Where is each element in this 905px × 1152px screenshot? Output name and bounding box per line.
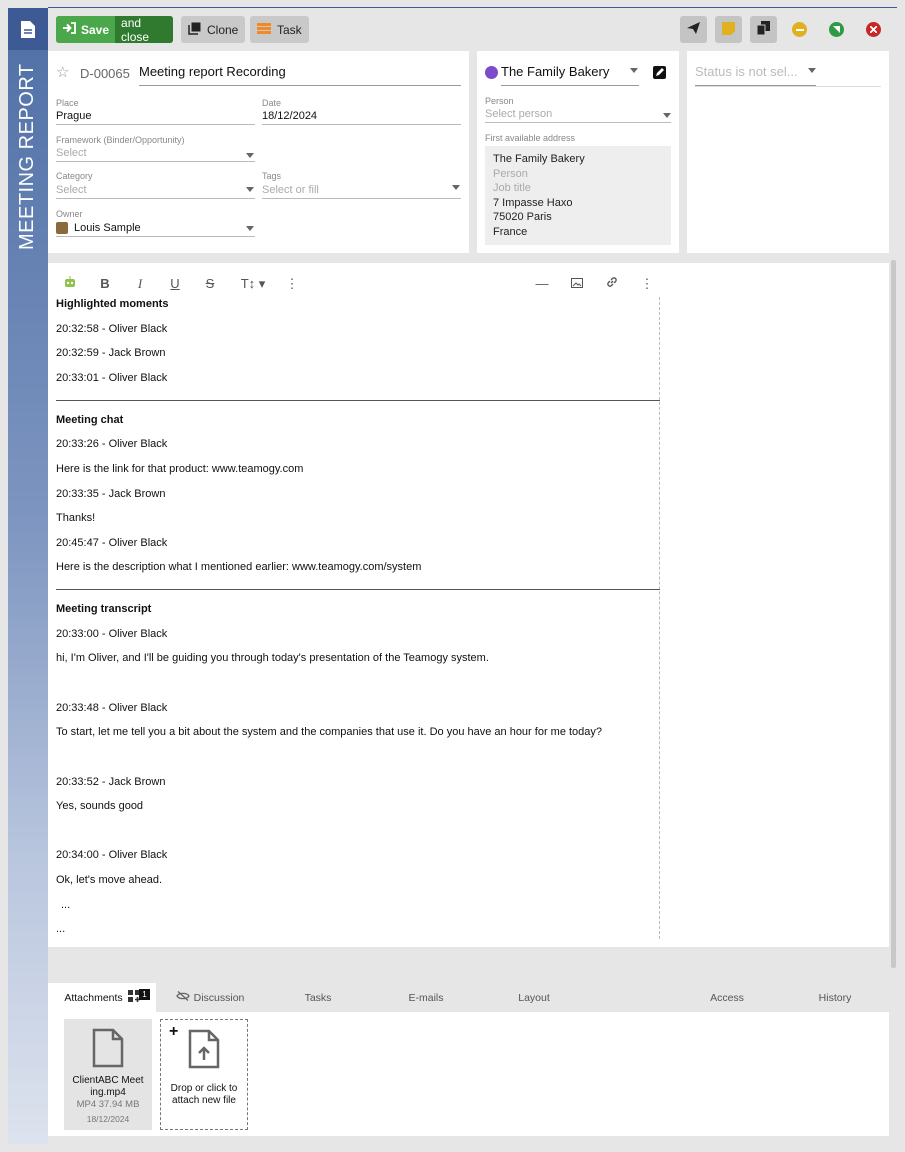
upload-file-icon bbox=[188, 1029, 220, 1069]
title-input[interactable]: Meeting report Recording bbox=[139, 64, 461, 86]
bottom-tabs bbox=[48, 983, 889, 1012]
owner-label: Owner bbox=[56, 209, 83, 219]
category-label: Category bbox=[56, 171, 93, 181]
tags-input[interactable]: Select or fill bbox=[262, 183, 461, 199]
attachments-area bbox=[48, 1012, 889, 1136]
date-label: Date bbox=[262, 98, 282, 108]
divider bbox=[56, 589, 660, 590]
rich-text-editor bbox=[48, 263, 889, 947]
toolbar bbox=[48, 8, 897, 51]
eye-slash-icon bbox=[176, 991, 190, 1004]
edit-icon[interactable] bbox=[653, 66, 666, 79]
tab-tasks-label: Tasks bbox=[304, 991, 332, 1004]
paragraph: 20:32:58 - Oliver Black bbox=[56, 323, 168, 335]
copy-button[interactable] bbox=[750, 16, 777, 43]
tab-discussion-label: Discussion bbox=[193, 991, 245, 1004]
chevron-down-icon bbox=[246, 153, 254, 158]
plus-icon: + bbox=[169, 1023, 179, 1040]
place-input[interactable]: Prague bbox=[56, 109, 255, 125]
attachment-scan-icon bbox=[128, 990, 140, 1005]
attachments-count-badge: 1 bbox=[139, 989, 150, 1000]
tab-attachments[interactable] bbox=[48, 983, 156, 1012]
address-company: The Family Bakery bbox=[493, 153, 585, 165]
address-person: Person bbox=[493, 167, 528, 180]
paragraph: 20:33:00 - Oliver Black bbox=[56, 628, 168, 640]
italic-icon[interactable]: I bbox=[137, 276, 143, 291]
file-name-line1: ClientABC Meet bbox=[72, 1075, 144, 1086]
drop-text bbox=[161, 1083, 247, 1107]
minus-circle-icon bbox=[792, 22, 807, 37]
company-badge-icon bbox=[485, 66, 498, 79]
framework-label: Framework (Binder/Opportunity) bbox=[56, 135, 185, 145]
attachment-file[interactable] bbox=[64, 1019, 152, 1130]
bold-icon[interactable]: B bbox=[100, 276, 110, 291]
image-icon[interactable] bbox=[569, 276, 585, 292]
file-icon bbox=[92, 1028, 124, 1068]
paragraph: 20:33:26 - Oliver Black bbox=[56, 438, 168, 450]
save-close-label: and close bbox=[121, 16, 150, 43]
task-button[interactable] bbox=[250, 16, 309, 43]
section-heading: Meeting transcript bbox=[56, 603, 152, 615]
send-button[interactable] bbox=[680, 16, 707, 43]
paragraph: 20:34:00 - Oliver Black bbox=[56, 849, 168, 861]
file-name bbox=[64, 1075, 152, 1099]
link-icon[interactable] bbox=[604, 276, 620, 292]
chevron-down-icon bbox=[452, 185, 460, 190]
paragraph: To start, let me tell you a bit about the system and the companies that use it. Do you have an hour for me today? bbox=[56, 726, 603, 738]
file-drop-zone[interactable] bbox=[160, 1019, 248, 1130]
close-circle-button[interactable] bbox=[860, 16, 887, 43]
note-icon bbox=[722, 22, 735, 38]
paragraph: 20:33:01 - Oliver Black bbox=[56, 372, 168, 384]
status-panel bbox=[687, 51, 889, 253]
company-panel bbox=[477, 51, 679, 253]
tab-emails[interactable] bbox=[372, 983, 480, 1012]
paragraph: ... bbox=[61, 899, 71, 911]
chevron-down-icon bbox=[663, 113, 671, 118]
document-icon[interactable] bbox=[8, 8, 48, 50]
text-size-icon[interactable]: T↕ ▾ bbox=[240, 276, 266, 291]
drop-text-line1: Drop or click to bbox=[170, 1083, 238, 1094]
paragraph: ... bbox=[56, 923, 66, 935]
address-job-title: Job title bbox=[493, 182, 531, 194]
horizontal-rule-icon[interactable]: — bbox=[535, 276, 549, 291]
company-select[interactable]: The Family Bakery bbox=[501, 64, 639, 86]
more-icon[interactable]: ⋮ bbox=[640, 276, 654, 291]
paragraph: Here is the description what I mentioned earlier: www.teamogy.com/system bbox=[56, 561, 422, 573]
date-input[interactable]: 18/12/2024 bbox=[262, 109, 461, 125]
framework-select[interactable]: Select bbox=[56, 146, 255, 162]
star-icon[interactable]: ☆ bbox=[56, 64, 70, 81]
address-label: First available address bbox=[485, 133, 576, 143]
paragraph: Here is the link for that product: www.teamogy.com bbox=[56, 463, 304, 475]
address-street: 7 Impasse Haxo bbox=[493, 196, 573, 209]
details-panel bbox=[48, 51, 469, 253]
tab-layout[interactable] bbox=[480, 983, 588, 1012]
tab-history-label: History bbox=[818, 991, 852, 1004]
status-underline bbox=[695, 86, 881, 87]
editor-content[interactable] bbox=[56, 297, 660, 939]
green-circle-button[interactable] bbox=[823, 16, 850, 43]
login-icon bbox=[62, 22, 76, 37]
save-and-close-button[interactable] bbox=[56, 16, 173, 43]
paragraph: 20:45:47 - Oliver Black bbox=[56, 537, 168, 549]
clone-label: Clone bbox=[207, 22, 239, 37]
note-button[interactable] bbox=[715, 16, 742, 43]
clone-icon bbox=[188, 22, 201, 38]
editor-toolbar bbox=[48, 273, 660, 295]
chevron-down-icon bbox=[246, 226, 254, 231]
scrollbar[interactable] bbox=[891, 260, 896, 968]
robot-icon[interactable] bbox=[62, 276, 78, 292]
minus-circle-button[interactable] bbox=[786, 16, 813, 43]
tab-layout-label: Layout bbox=[518, 991, 550, 1004]
strikethrough-icon[interactable]: S bbox=[205, 276, 215, 291]
paragraph: 20:32:59 - Jack Brown bbox=[56, 347, 166, 359]
task-label: Task bbox=[277, 22, 302, 37]
paragraph: 20:33:52 - Jack Brown bbox=[56, 776, 166, 788]
more-icon[interactable]: ⋮ bbox=[285, 276, 299, 291]
chevron-down-icon bbox=[808, 68, 816, 73]
person-select[interactable]: Select person bbox=[485, 107, 671, 123]
paragraph: Ok, let's move ahead. bbox=[56, 874, 163, 886]
divider bbox=[56, 400, 660, 401]
paragraph: 20:33:48 - Oliver Black bbox=[56, 702, 168, 714]
paragraph: Thanks! bbox=[56, 512, 96, 524]
address-box bbox=[485, 146, 671, 245]
task-icon bbox=[257, 23, 271, 37]
category-select[interactable]: Select bbox=[56, 183, 255, 199]
paragraph: Yes, sounds good bbox=[56, 800, 144, 812]
copy-icon bbox=[757, 21, 770, 38]
person-label: Person bbox=[485, 96, 514, 106]
file-meta: MP4 37.94 MB bbox=[76, 1099, 140, 1110]
rail-title: MEETING REPORT bbox=[16, 63, 38, 250]
close-circle-icon bbox=[866, 22, 881, 37]
paragraph: 20:33:35 - Jack Brown bbox=[56, 488, 166, 500]
tab-access-label: Access bbox=[710, 991, 744, 1004]
left-rail bbox=[8, 8, 48, 1144]
address-country: France bbox=[493, 225, 528, 238]
green-circle-icon bbox=[829, 22, 844, 37]
spacer bbox=[48, 947, 889, 983]
section-heading: Meeting chat bbox=[56, 414, 124, 426]
chevron-down-icon bbox=[630, 68, 638, 73]
tab-emails-label: E-mails bbox=[408, 991, 444, 1004]
owner-select[interactable]: Louis Sample bbox=[56, 221, 255, 237]
save-label: Save bbox=[81, 22, 110, 37]
status-select[interactable]: Status is not sel... bbox=[695, 64, 816, 86]
tab-tasks[interactable] bbox=[264, 983, 372, 1012]
tab-attachments-label: Attachments bbox=[64, 991, 123, 1004]
section-heading: Highlighted moments bbox=[56, 298, 169, 310]
record-id: D-00065 bbox=[80, 66, 130, 81]
tab-access[interactable] bbox=[673, 983, 781, 1012]
drop-text-line2: attach new file bbox=[172, 1095, 236, 1106]
tab-history[interactable] bbox=[781, 983, 889, 1012]
file-name-line2: ing.mp4 bbox=[90, 1087, 126, 1098]
send-icon bbox=[686, 21, 701, 38]
file-date: 18/12/2024 bbox=[86, 1114, 130, 1124]
chevron-down-icon bbox=[246, 187, 254, 192]
tab-discussion[interactable] bbox=[156, 983, 264, 1012]
place-label: Place bbox=[56, 98, 79, 108]
tags-label: Tags bbox=[262, 171, 282, 181]
underline-icon[interactable]: U bbox=[170, 276, 180, 291]
address-city: 75020 Paris bbox=[493, 211, 552, 223]
clone-button[interactable] bbox=[181, 16, 245, 43]
paragraph: hi, I'm Oliver, and I'll be guiding you through today's presentation of the Teamogy system. bbox=[56, 652, 489, 664]
